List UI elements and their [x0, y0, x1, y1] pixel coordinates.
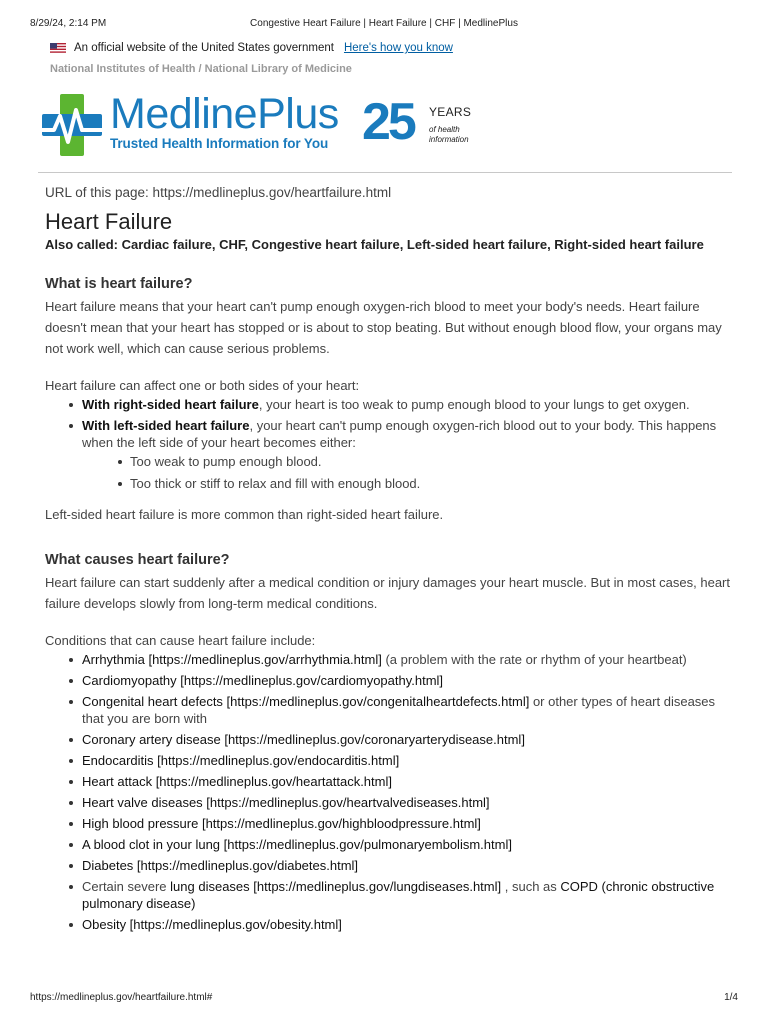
logo-tagline: Trusted Health Information for You: [110, 136, 329, 151]
left-sided-description: , your heart can't pump enough oxygen-rich blood out to your body. This happens when the left side of your heart becomes either:: [82, 418, 717, 450]
condition-link[interactable]: Diabetes [https://medlineplus.gov/diabetes.html]: [82, 858, 359, 873]
logo-wordmark: MedlinePlus: [110, 90, 339, 138]
condition-item: [82, 794, 732, 811]
paragraph-definition: Heart failure means that your heart can't pump enough oxygen-rich blood to meet your body's needs. Heart failure doesn't mean that your heart has stopped or is about to stop beating. But without enough blood flow, your organs may not work well, which can cause serious problems.: [45, 299, 722, 356]
left-sided-sublist: [82, 453, 732, 492]
nih-nlm-link[interactable]: National Institutes of Health / National Library of Medicine: [50, 63, 352, 75]
condition-note: or other types of heart diseases that you are born with: [82, 694, 716, 726]
condition-link[interactable]: Cardiomyopathy [https://medlineplus.gov/cardiomyopathy.html]: [82, 673, 444, 688]
condition-link-secondary[interactable]: COPD (chronic obstructive pulmonary disease): [82, 879, 715, 911]
anniversary-number: 25: [362, 93, 414, 151]
page-number: 1/4: [724, 992, 738, 1003]
list-item-right-sided: [82, 396, 732, 413]
page-url: URL of this page: https://medlineplus.gov/heartfailure.html: [45, 185, 392, 200]
anniversary-years: YEARS: [429, 105, 472, 119]
us-flag-icon: [50, 43, 66, 54]
paragraph-left-more-common: Left-sided heart failure is more common than right-sided heart failure.: [45, 507, 444, 522]
also-called: Also called: Cardiac failure, CHF, Congestive heart failure, Left-sided heart failure, Right-sided heart failure: [45, 237, 704, 252]
anniversary-subtitle: of health information: [429, 125, 469, 144]
list-item-too-thick: Too thick or stiff to relax and fill with enough blood.: [130, 475, 732, 492]
condition-link[interactable]: Heart attack [https://medlineplus.gov/heartattack.html]: [82, 774, 392, 789]
condition-item: [82, 857, 732, 874]
list-item-left-sided: [82, 417, 732, 492]
footer-url: https://medlineplus.gov/heartfailure.html#: [30, 992, 213, 1003]
condition-item: [82, 815, 732, 832]
condition-item: [82, 752, 732, 769]
condition-link[interactable]: Congenital heart defects [https://medlineplus.gov/congenitalheartdefects.html]: [82, 694, 530, 709]
condition-link[interactable]: Coronary artery disease [https://medlineplus.gov/coronaryarterydisease.html]: [82, 732, 525, 747]
paragraph-conditions-intro: Conditions that can cause heart failure include:: [45, 633, 316, 648]
condition-item: [82, 916, 732, 933]
medlineplus-logo[interactable]: [40, 92, 500, 164]
gov-banner-text: An official website of the United States government: [74, 42, 334, 54]
sides-list: [45, 396, 732, 492]
paragraph-causes: Heart failure can start suddenly after a medical condition or injury damages your heart muscle. But in most cases, heart failure develops slowly from long-term medical conditions.: [45, 575, 730, 611]
right-sided-description: , your heart is too weak to pump enough blood to your lungs to get oxygen.: [258, 397, 690, 412]
conditions-list: [45, 651, 732, 933]
condition-item: [82, 672, 732, 689]
condition-link[interactable]: High blood pressure [https://medlineplus.gov/highbloodpressure.html]: [82, 816, 481, 831]
gov-banner: [50, 40, 453, 56]
condition-prefix: Certain severe: [82, 879, 171, 894]
medlineplus-cross-icon: [40, 92, 104, 158]
condition-item: [82, 836, 732, 853]
paragraph-sides-intro: Heart failure can affect one or both sides of your heart:: [45, 378, 360, 393]
condition-link[interactable]: Heart valve diseases [https://medlineplus.gov/heartvalvediseases.html]: [82, 795, 490, 810]
left-sided-term: With left-sided heart failure: [82, 418, 250, 433]
condition-link[interactable]: A blood clot in your lung [https://medlineplus.gov/pulmonaryembolism.html]: [82, 837, 512, 852]
condition-note: (a problem with the rate or rhythm of your heartbeat): [381, 652, 687, 667]
condition-item: [82, 651, 732, 668]
header-divider: [38, 172, 732, 173]
condition-item: [82, 878, 732, 912]
print-header: [30, 18, 738, 32]
condition-link[interactable]: Endocarditis [https://medlineplus.gov/endocarditis.html]: [82, 753, 400, 768]
print-title: Congestive Heart Failure | Heart Failure | CHF | MedlinePlus: [250, 18, 518, 29]
condition-link[interactable]: lung diseases [https://medlineplus.gov/lungdiseases.html]: [170, 879, 502, 894]
print-footer: [30, 992, 738, 1006]
condition-item: [82, 731, 732, 748]
section-heading-causes: What causes heart failure?: [45, 552, 230, 568]
condition-item: [82, 773, 732, 790]
condition-item: [82, 693, 732, 727]
heres-how-you-know-link[interactable]: Here's how you know: [343, 42, 453, 54]
right-sided-term: With right-sided heart failure: [82, 397, 259, 412]
list-item-too-weak: Too weak to pump enough blood.: [130, 453, 732, 470]
condition-note: , such as: [501, 879, 561, 894]
section-heading-what-is: What is heart failure?: [45, 276, 193, 292]
print-date: 8/29/24, 2:14 PM: [30, 18, 107, 29]
condition-link[interactable]: Obesity [https://medlineplus.gov/obesity.html]: [82, 917, 342, 932]
page-title: Heart Failure: [45, 209, 173, 234]
article-content: [45, 184, 732, 937]
condition-link[interactable]: Arrhythmia [https://medlineplus.gov/arrhythmia.html]: [82, 652, 382, 667]
